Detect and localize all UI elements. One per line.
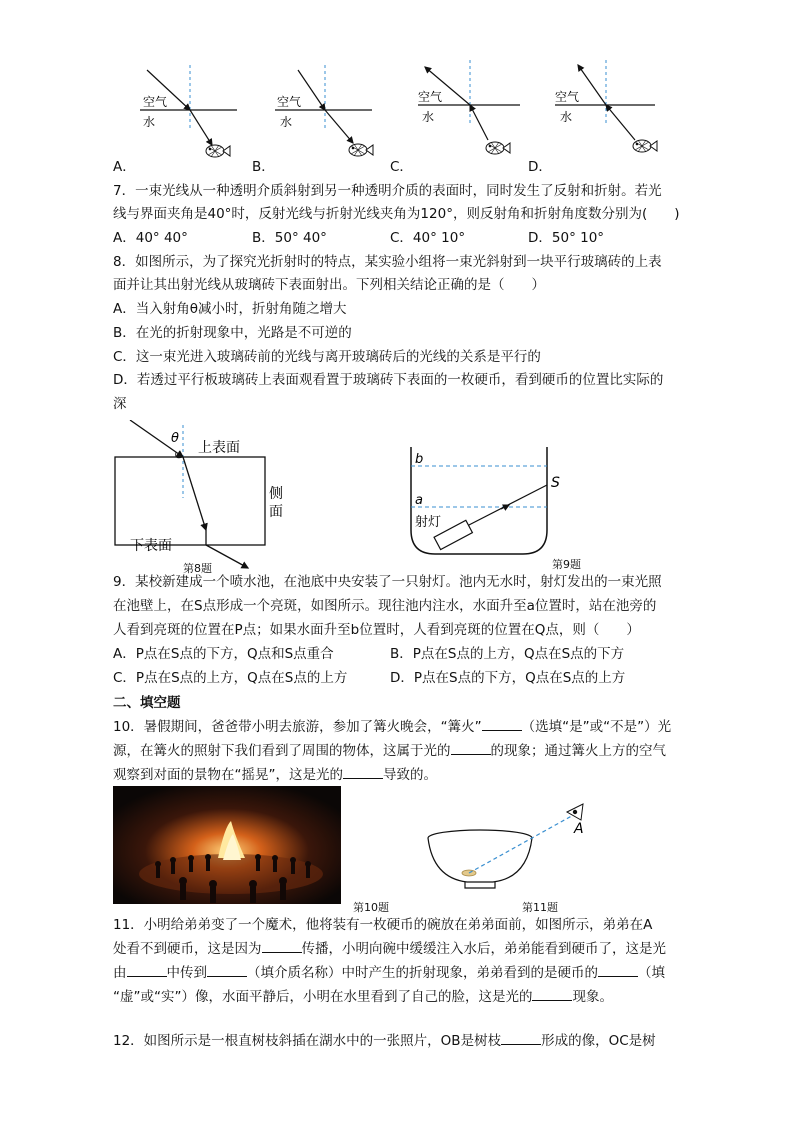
q12-text-1: 12．如图所示是一根直树枝斜插在湖水中的一张照片，OB是树枝 形成的像，OC是树 (113, 1033, 656, 1049)
air-label: 空气 (143, 95, 168, 109)
diagram-a (140, 65, 237, 157)
q8-option-d-2: 深 (113, 396, 127, 412)
q10-text-3: 观察到对面的景物在“摇晃”，这是光的 导致的。 (113, 767, 437, 783)
water-label: 水 (422, 110, 435, 124)
bonfire-photo (113, 786, 341, 904)
q6-option-d[interactable]: D． (528, 159, 552, 175)
fish-icon (633, 140, 657, 152)
q6-option-a[interactable]: A． (113, 159, 136, 175)
q9-text-3: 人看到亮斑的位置在P点；如果水面升至b位置时，人看到亮斑的位置在Q点，则（ ） (113, 622, 640, 638)
q10-text-2: 源，在篝火的照射下我们看到了周围的物体，这属于光的 的现象；通过篝火上方的空气 (113, 743, 666, 759)
q7-option-c[interactable]: C．40° 10° (390, 230, 466, 246)
q6-option-c[interactable]: C． (390, 159, 413, 175)
bowl (428, 838, 532, 882)
diagram-c (418, 60, 520, 154)
blank[interactable] (598, 964, 638, 977)
top-surface-label: 上表面 (198, 440, 240, 456)
blank[interactable] (262, 940, 302, 953)
blank[interactable] (451, 742, 491, 755)
q8-option-d-1[interactable]: D．若透过平行板玻璃砖上表面观看置于玻璃砖下表面的一枚硬币，看到硬币的位置比实际的 (113, 372, 664, 388)
q10-text-1: 10．暑假期间，爸爸带小明去旅游，参加了篝火晚会，“篝火” （选填“是”或“不是”）光 (113, 719, 672, 735)
side-label-2: 面 (269, 504, 283, 520)
q9-text-1: 9．某校新建成一个喷水池，在池底中央安装了一只射灯。池内无水时，射灯发出的一束光照 (113, 574, 662, 590)
q8-text-2: 面并让其出射光线从玻璃砖下表面射出。下列相关结论正确的是（ ） (113, 277, 545, 293)
blank[interactable] (343, 766, 383, 779)
q6-figures (100, 55, 700, 175)
diagram-b (275, 65, 373, 156)
blank[interactable] (482, 718, 522, 731)
fish-icon (349, 144, 373, 156)
figure-8-caption: 第8题 (183, 562, 212, 575)
blank[interactable] (207, 964, 247, 977)
q9-option-a[interactable]: A．P点在S点的下方，Q点和S点重合 (113, 646, 334, 662)
q7-option-d[interactable]: D．50° 10° (528, 230, 605, 246)
figure-9-caption: 第9题 (552, 558, 581, 571)
level-b-label: b (415, 452, 424, 467)
air-label: 空气 (555, 90, 580, 104)
q11-text-2: 处看不到硬币，这是因为 传播，小明向碗中缓缓注入水后，弟弟能看到硬币了，这是光 (113, 941, 666, 957)
point-s-label: S (551, 475, 560, 491)
q7-option-a[interactable]: A．40° 40° (113, 230, 188, 246)
figure-11 (425, 800, 595, 896)
q8-option-c[interactable]: C．这一束光进入玻璃砖前的光线与离开玻璃砖后的光线的关系是平行的 (113, 349, 541, 365)
q8-option-b[interactable]: B．在光的折射现象中，光路是不可逆的 (113, 325, 352, 341)
section-title: 二、填空题 (113, 695, 181, 711)
water-label: 水 (560, 110, 573, 124)
q8-text-1: 8．如图所示，为了探究光折射时的特点，某实验小组将一束光斜射到一块平行玻璃砖的上表 (113, 254, 662, 270)
figure-8 (110, 420, 310, 578)
air-label: 空气 (277, 95, 302, 109)
theta-label: θ (171, 431, 179, 446)
figure-10-caption: 第10题 (353, 901, 389, 914)
q9-option-d[interactable]: D．P点在S点的下方，Q点在S点的上方 (390, 670, 626, 686)
lamp-label: 射灯 (415, 515, 442, 530)
point-a-label: A (574, 821, 584, 837)
blank[interactable] (127, 964, 167, 977)
bottom-surface-label: 下表面 (130, 538, 172, 554)
q11-text-1: 11．小明给弟弟变了一个魔术，他将装有一枚硬币的碗放在弟弟面前，如图所示，弟弟在A (113, 917, 653, 933)
q11-text-3: 由 中传到 （填介质名称）中时产生的折射现象，弟弟看到的是硬币的 （填 (113, 965, 665, 981)
water-label: 水 (280, 115, 293, 129)
q9-option-b[interactable]: B．P点在S点的上方，Q点在S点的下方 (390, 646, 625, 662)
pool-wall (411, 447, 547, 554)
q6-diagrams (100, 55, 700, 175)
diagram-d (555, 60, 657, 152)
q7-text-2: 线与界面夹角是40°时，反射光线与折射光线夹角为120°，则反射角和折射角度数分别为( ) (113, 206, 680, 222)
blank[interactable] (501, 1032, 541, 1045)
q9-option-c[interactable]: C．P点在S点的上方，Q点在S点的上方 (113, 670, 348, 686)
fish-icon (206, 145, 230, 157)
q7-option-b[interactable]: B．50° 40° (252, 230, 327, 246)
blank[interactable] (532, 988, 572, 1001)
figure-9 (405, 442, 575, 560)
q7-text-1: 7．一束光线从一种透明介质斜射到另一种透明介质的表面时，同时发生了反射和折射。若光 (113, 183, 662, 199)
level-a-label: a (415, 493, 423, 508)
q11-text-4: “虚”或“实”）像，水面平静后，小明在水里看到了自己的脸，这是光的 现象。 (113, 989, 613, 1005)
side-label-1: 侧 (269, 486, 283, 502)
figure-11-caption: 第11题 (522, 901, 558, 914)
fish-icon (486, 142, 510, 154)
q8-option-a[interactable]: A．当入射角θ减小时，折射角随之增大 (113, 301, 347, 317)
q9-text-2: 在池壁上，在S点形成一个亮斑，如图所示。现往池内注水，水面升至a位置时，站在池旁的 (113, 598, 657, 614)
q6-option-b[interactable]: B． (252, 159, 275, 175)
water-label: 水 (143, 115, 156, 129)
glass-block (115, 457, 265, 545)
air-label: 空气 (418, 90, 443, 104)
